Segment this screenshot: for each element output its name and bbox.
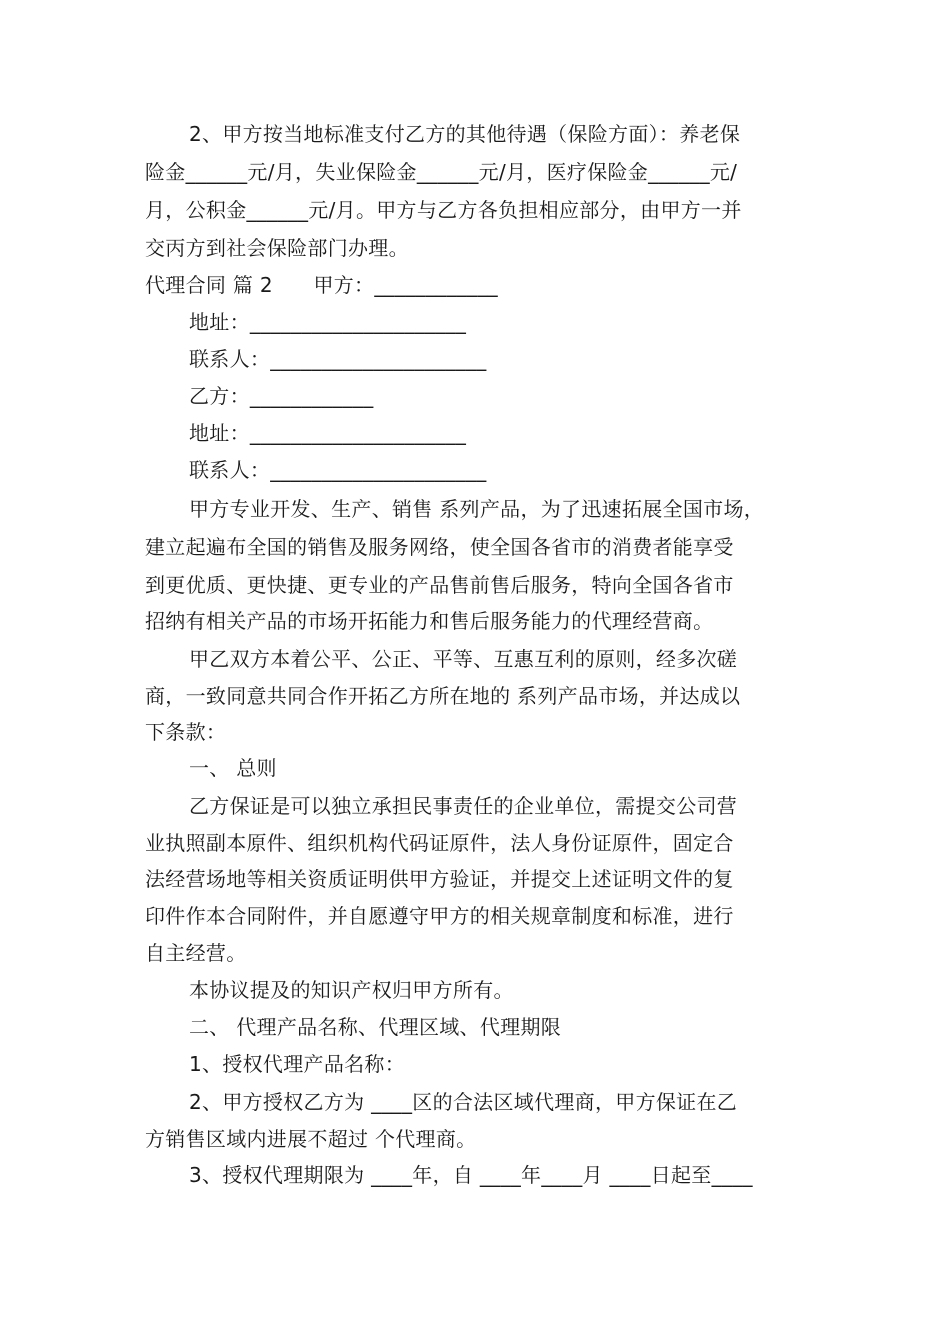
paragraph-line: 商，一致同意共同合作开拓乙方所在地的 系列产品市场，并达成以 xyxy=(145,684,741,708)
paragraph-line: 1、授权代理产品名称： xyxy=(189,1052,406,1076)
field-line: 乙方：____________ xyxy=(189,384,374,408)
paragraph-line: 甲乙双方本着公平、公正、平等、互惠互利的原则，经多次磋 xyxy=(189,647,738,671)
paragraph-line: 自主经营。 xyxy=(145,941,247,965)
paragraph-line: 2、甲方按当地标准支付乙方的其他待遇（保险方面）：养老保 xyxy=(189,122,741,146)
section-heading-line: 二、 代理产品名称、代理区域、代理期限 xyxy=(189,1015,562,1039)
field-line: 联系人：_____________________ xyxy=(189,458,487,482)
paragraph-line: 月，公积金______元/月。甲方与乙方各负担相应部分，由甲方一并 xyxy=(145,198,742,222)
field-line: 地址：_____________________ xyxy=(189,421,467,445)
paragraph-line: 乙方保证是可以独立承担民事责任的企业单位，需提交公司营 xyxy=(189,794,738,818)
paragraph-line: 业执照副本原件、组织机构代码证原件，法人身份证原件，固定合 xyxy=(145,831,734,855)
paragraph-line: 建立起遍布全国的销售及服务网络，使全国各省市的消费者能享受 xyxy=(145,535,734,559)
section-heading-line: 代理合同 篇 2 甲方：____________ xyxy=(145,273,498,297)
paragraph-line: 招纳有相关产品的市场开拓能力和售后服务能力的代理经营商。 xyxy=(145,609,714,633)
field-line: 联系人：_____________________ xyxy=(189,347,487,371)
paragraph-line: 到更优质、更快捷、更专业的产品售前售后服务，特向全国各省市 xyxy=(145,573,734,597)
section-heading-line: 一、 总则 xyxy=(189,756,277,780)
paragraph-line: 印件作本合同附件，并自愿遵守甲方的相关规章制度和标准，进行 xyxy=(145,904,734,928)
paragraph-line: 2、甲方授权乙方为 ____区的合法区域代理商，甲方保证在乙 xyxy=(189,1090,738,1114)
paragraph-line: 交丙方到社会保险部门办理。 xyxy=(145,236,409,260)
paragraph-line: 下条款： xyxy=(145,720,227,744)
paragraph-line: 3、授权代理期限为 ____年，自 ____年____月 ____日起至____ xyxy=(189,1163,753,1187)
paragraph-line: 险金______元/月，失业保险金______元/月，医疗保险金______元/ xyxy=(145,160,738,184)
paragraph-line: 方销售区域内进展不超过 个代理商。 xyxy=(145,1127,477,1151)
paragraph-line: 法经营场地等相关资质证明供甲方验证，并提交上述证明文件的复 xyxy=(145,867,734,891)
paragraph-line: 甲方专业开发、生产、销售 系列产品，为了迅速拓展全国市场， xyxy=(189,497,765,521)
paragraph-line: 本协议提及的知识产权归甲方所有。 xyxy=(189,978,514,1002)
field-line: 地址：_____________________ xyxy=(189,310,467,334)
